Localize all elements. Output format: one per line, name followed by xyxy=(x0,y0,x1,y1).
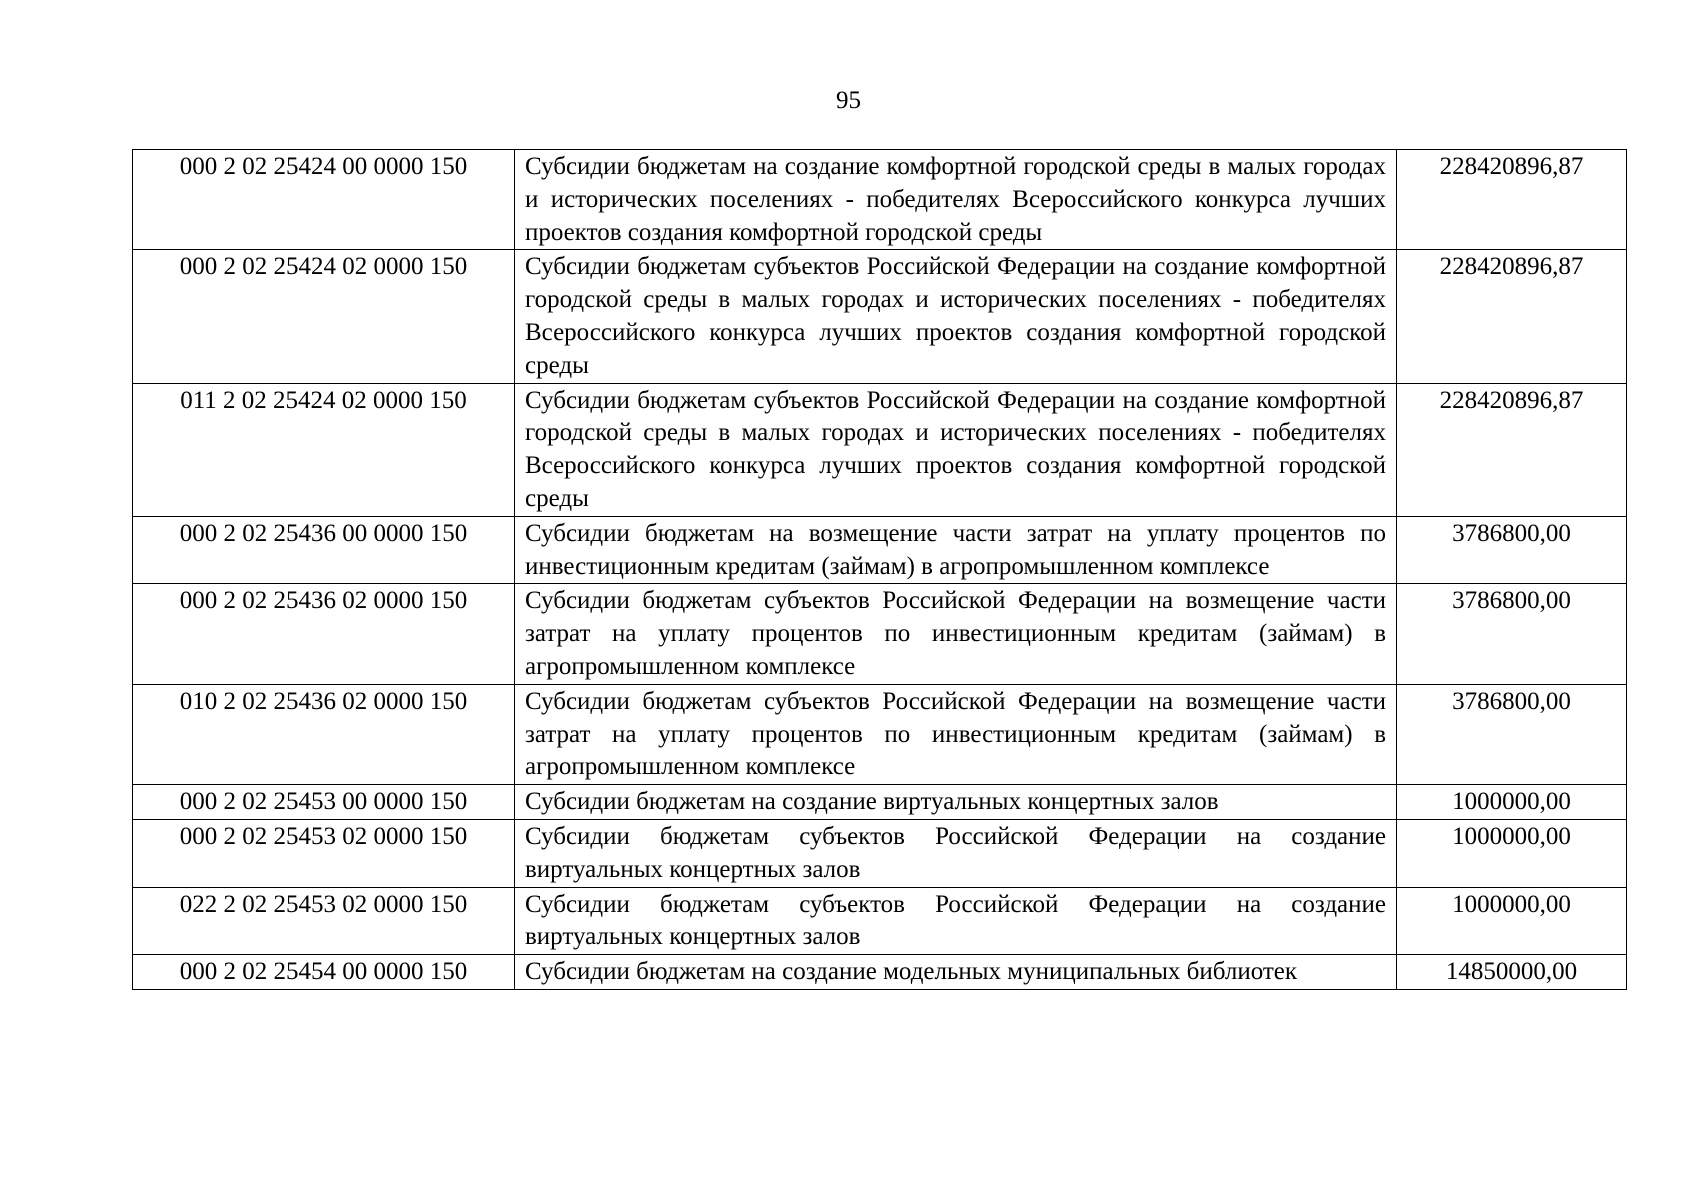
budget-code: 000 2 02 25453 00 0000 150 xyxy=(133,785,515,820)
budget-table xyxy=(132,149,1627,990)
budget-description: Субсидии бюджетам субъектов Российской Федерации на создание виртуальных концертных залов xyxy=(515,819,1397,887)
table-row xyxy=(133,684,1627,784)
table-row xyxy=(133,584,1627,684)
page-number: 95 xyxy=(836,87,861,114)
budget-code: 010 2 02 25436 02 0000 150 xyxy=(133,684,515,784)
budget-amount: 14850000,00 xyxy=(1397,955,1627,990)
budget-code: 000 2 02 25454 00 0000 150 xyxy=(133,955,515,990)
budget-description: Субсидии бюджетам на возмещение части затрат на уплату процентов по инвестиционным кредитам (займам) в агропромышленном комплексе xyxy=(515,516,1397,584)
budget-description: Субсидии бюджетам субъектов Российской Федерации на создание комфортной городской среды в малых городах и исторических поселениях - победителях Всероссийского конкурса лучших проектов создания комфортной городской среды xyxy=(515,250,1397,383)
table-row xyxy=(133,150,1627,250)
budget-description: Субсидии бюджетам субъектов Российской Федерации на возмещение части затрат на уплату процентов по инвестиционным кредитам (займам) в агропромышленном комплексе xyxy=(515,684,1397,784)
table-row xyxy=(133,887,1627,955)
table-row xyxy=(133,955,1627,990)
budget-amount: 228420896,87 xyxy=(1397,250,1627,383)
table-row xyxy=(133,516,1627,584)
budget-description: Субсидии бюджетам на создание комфортной городской среды в малых городах и исторических поселениях - победителях Всероссийского конкурса лучших проектов создания комфортной городской среды xyxy=(515,150,1397,250)
budget-code: 000 2 02 25424 02 0000 150 xyxy=(133,250,515,383)
budget-description: Субсидии бюджетам на создание виртуальных концертных залов xyxy=(515,785,1397,820)
budget-code: 000 2 02 25424 00 0000 150 xyxy=(133,150,515,250)
budget-code: 000 2 02 25436 00 0000 150 xyxy=(133,516,515,584)
table-row xyxy=(133,785,1627,820)
budget-code: 000 2 02 25436 02 0000 150 xyxy=(133,584,515,684)
budget-description: Субсидии бюджетам субъектов Российской Федерации на создание комфортной городской среды в малых городах и исторических поселениях - победителях Всероссийского конкурса лучших проектов создания комфортной городской среды xyxy=(515,383,1397,516)
budget-amount: 3786800,00 xyxy=(1397,584,1627,684)
budget-description: Субсидии бюджетам субъектов Российской Федерации на создание виртуальных концертных залов xyxy=(515,887,1397,955)
budget-amount: 1000000,00 xyxy=(1397,819,1627,887)
budget-description: Субсидии бюджетам субъектов Российской Федерации на возмещение части затрат на уплату процентов по инвестиционным кредитам (займам) в агропромышленном комплексе xyxy=(515,584,1397,684)
budget-amount: 1000000,00 xyxy=(1397,785,1627,820)
budget-amount: 3786800,00 xyxy=(1397,684,1627,784)
table-row xyxy=(133,250,1627,383)
budget-amount: 1000000,00 xyxy=(1397,887,1627,955)
budget-amount: 228420896,87 xyxy=(1397,383,1627,516)
table-row xyxy=(133,383,1627,516)
budget-code: 000 2 02 25453 02 0000 150 xyxy=(133,819,515,887)
budget-amount: 3786800,00 xyxy=(1397,516,1627,584)
budget-code: 011 2 02 25424 02 0000 150 xyxy=(133,383,515,516)
table-row xyxy=(133,819,1627,887)
budget-code: 022 2 02 25453 02 0000 150 xyxy=(133,887,515,955)
budget-description: Субсидии бюджетам на создание модельных муниципальных библиотек xyxy=(515,955,1397,990)
budget-amount: 228420896,87 xyxy=(1397,150,1627,250)
